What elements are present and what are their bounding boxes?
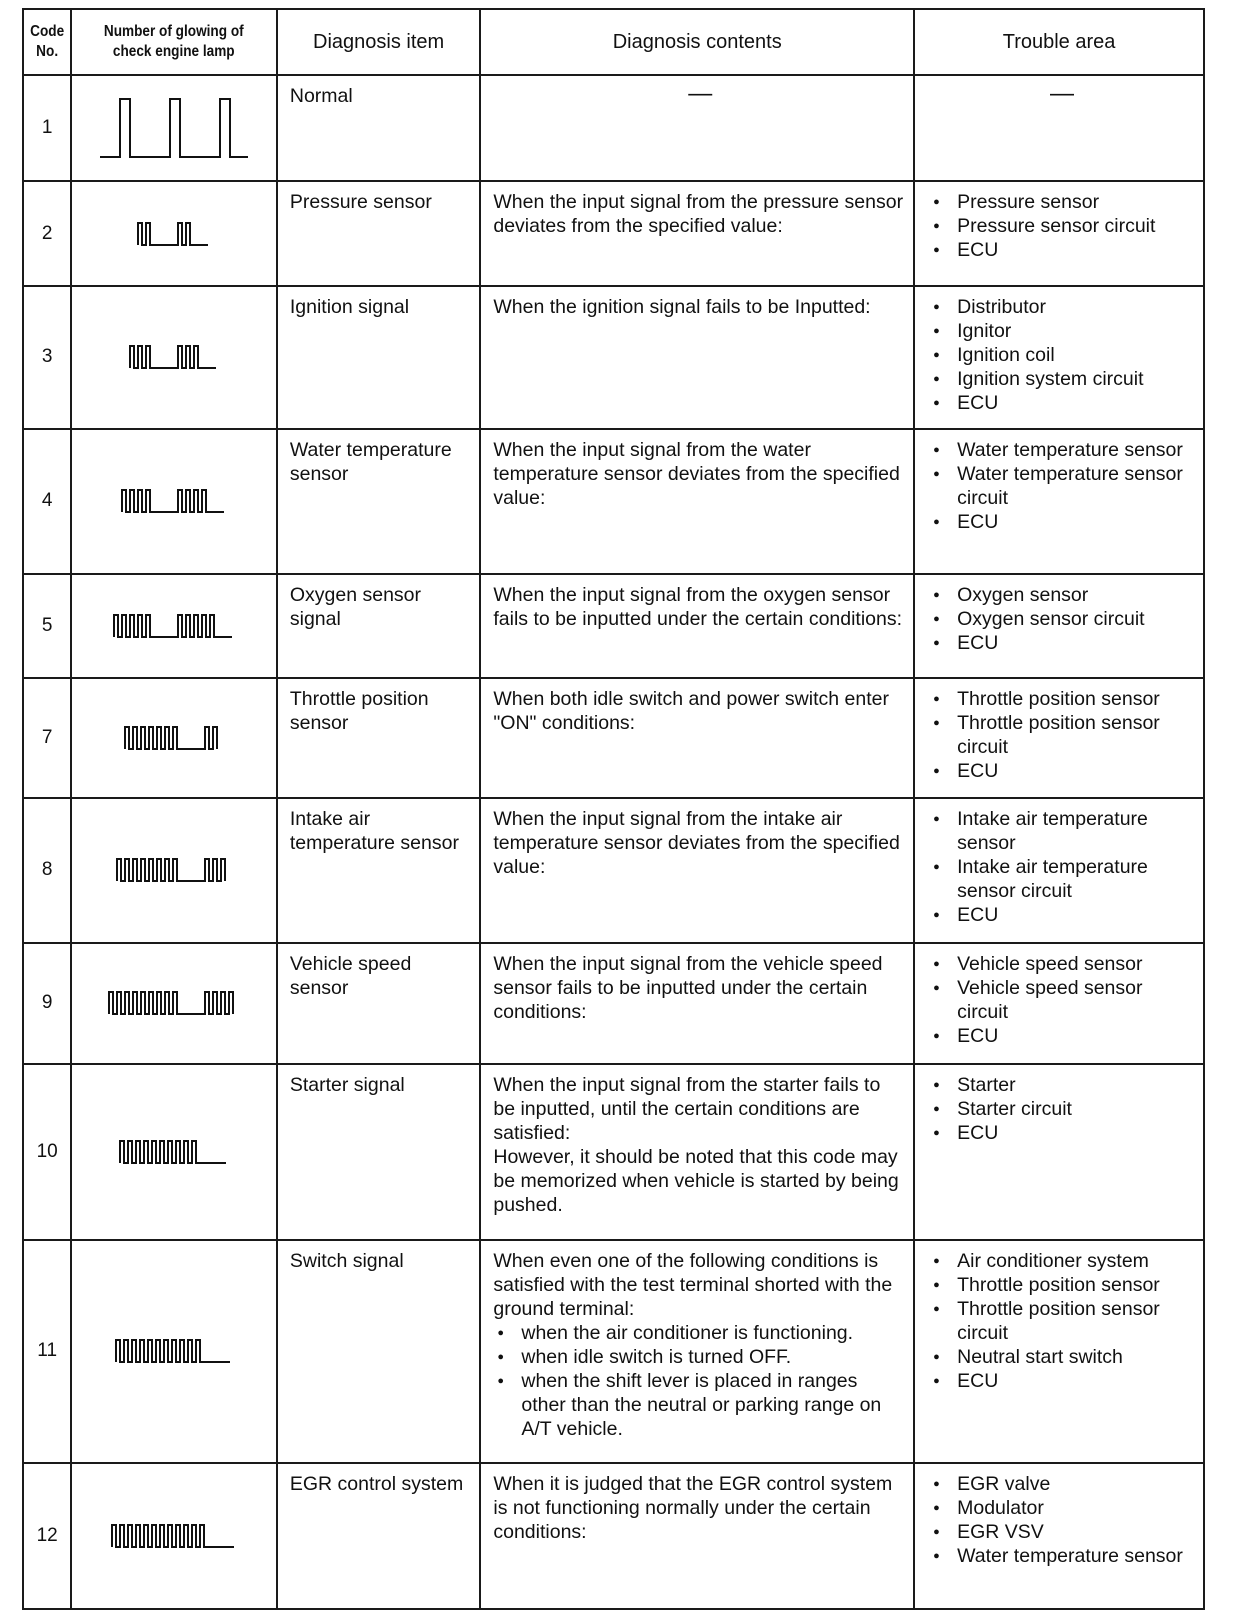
trouble-area-list [927,807,1197,927]
diagnosis-contents [480,943,914,1064]
diagnosis-item: Vehicle speed sensor [277,943,481,1064]
list-item: ● ECU [927,1121,1197,1145]
contents-text: When both idle switch and power switch enter "ON" conditions: [493,688,889,735]
lamp-pulse-pattern [71,574,277,678]
contents-text: When the input signal from the water temperature sensor deviates from the specified value: [493,438,900,509]
code-number: 1 [23,75,71,181]
table-row [23,429,1204,574]
table-row [23,1463,1204,1609]
table-row [23,574,1204,678]
contents-text: When it is judged that the EGR control system is not functioning normally under the certain conditions: [493,1472,893,1543]
header-contents: Diagnosis contents [480,9,914,75]
contents-text: When the input signal from the pressure sensor deviates from the specified value: [493,191,904,238]
list-item: ● Starter [927,1073,1197,1097]
list-item: ● Pressure sensor [927,190,1197,214]
contents-text: When the input signal from the vehicle speed sensor fails to be inputted under the certain conditions: [493,952,883,1023]
header-pulse [71,9,277,75]
list-item: ● Throttle position sensor [927,1273,1197,1297]
pulse-trace [122,490,224,512]
pulse-waveform-icon [112,612,236,640]
list-item: ● Modulator [927,1496,1197,1520]
list-item: ● Oxygen sensor [927,583,1197,607]
header-code-label: Code No. [30,23,65,60]
list-item: ● ECU [927,759,1197,783]
list-item: ● Water temperature sensor [927,1544,1197,1568]
list-item: ● ECU [927,391,1197,415]
pulse-waveform-icon [98,93,250,163]
list-item: ● Throttle position sensor [927,687,1197,711]
list-item: ● Distributor [927,295,1197,319]
trouble-area-list [927,295,1197,415]
diagnosis-item: Pressure sensor [277,181,481,286]
header-code [23,9,71,75]
contents-text: When even one of the following conditions is satisfied with the test terminal shorted with the ground terminal: [493,1249,893,1320]
table-row [23,75,1204,181]
table-row [23,678,1204,798]
list-item: ● Air conditioner system [927,1249,1197,1273]
list-item: ● EGR VSV [927,1520,1197,1544]
pulse-waveform-icon [114,1337,234,1365]
lamp-pulse-pattern [71,943,277,1064]
header-pulse-label: Number of glowing of check engine lamp [104,23,244,60]
trouble-area [914,798,1204,943]
list-item: ● Ignition coil [927,343,1197,367]
list-item: ● Intake air temperature sensor circuit [927,855,1197,903]
pulse-waveform-icon [136,220,212,248]
diagnosis-contents [480,798,914,943]
trouble-area [914,1240,1204,1463]
pulse-trace [130,346,216,368]
lamp-pulse-pattern [71,798,277,943]
code-number: 12 [23,1463,71,1609]
lamp-pulse-pattern [71,1240,277,1463]
trouble-area-list [927,438,1197,534]
pulse-trace [100,99,248,157]
trouble-area [914,678,1204,798]
trouble-area [914,75,1204,181]
pulse-waveform-icon [110,1522,238,1550]
table-row [23,1064,1204,1240]
pulse-waveform-icon [123,724,225,752]
pulse-waveform-icon [118,1138,230,1166]
contents-text: When the input signal from the starter fails to be inputted, until the certain conditions are satisfied: [493,1073,881,1144]
diagnosis-contents [480,678,914,798]
diagnosis-contents [480,1064,914,1240]
trouble-area-list [927,1249,1197,1393]
code-number: 8 [23,798,71,943]
header-item: Diagnosis item [277,9,481,75]
table-row [23,286,1204,428]
contents-condition-list [493,1321,907,1441]
header-area: Trouble area [914,9,1204,75]
lamp-pulse-pattern [71,181,277,286]
diagnosis-contents [480,574,914,678]
trouble-area-list [927,1073,1197,1145]
trouble-area-list [927,952,1197,1048]
diagnosis-item: Water temperature sensor [277,429,481,574]
list-item: ● ECU [927,1024,1197,1048]
diagnosis-contents [480,181,914,286]
table-row [23,798,1204,943]
diagnosis-item: Ignition signal [277,286,481,428]
list-item: ● Throttle position sensor circuit [927,1297,1197,1345]
trouble-area [914,943,1204,1064]
list-item: ● Neutral start switch [927,1345,1197,1369]
list-item: ● ECU [927,238,1197,262]
trouble-area [914,286,1204,428]
diagnosis-code-table [22,8,1205,1610]
pulse-trace [120,1141,226,1163]
code-number: 7 [23,678,71,798]
table-row [23,943,1204,1064]
list-item: ● ECU [927,1369,1197,1393]
list-item: ● Vehicle speed sensor circuit [927,976,1197,1024]
list-item: ● Water temperature sensor [927,438,1197,462]
list-item: ● Throttle position sensor circuit [927,711,1197,759]
lamp-pulse-pattern [71,75,277,181]
trouble-area-list [927,583,1197,655]
pulse-waveform-icon [120,487,228,515]
contents-text: When the ignition signal fails to be Inputted: [493,296,871,319]
trouble-area-list [927,687,1197,783]
pulse-waveform-icon [107,989,241,1017]
contents-text: — [688,80,713,107]
list-item: ● ECU [927,903,1197,927]
trouble-area [914,181,1204,286]
list-item: ● Pressure sensor circuit [927,214,1197,238]
list-item: ● Oxygen sensor circuit [927,607,1197,631]
pulse-waveform-icon [128,343,220,371]
diagnosis-item: Starter signal [277,1064,481,1240]
list-item: ● when the shift lever is placed in ranges other than the neutral or parking range on A/T vehicle. [493,1369,907,1441]
list-item: ● Starter circuit [927,1097,1197,1121]
diagnosis-item: Oxygen sensor signal [277,574,481,678]
lamp-pulse-pattern [71,429,277,574]
diagnosis-contents [480,1240,914,1463]
diagnosis-contents [480,75,914,181]
code-number: 3 [23,286,71,428]
trouble-area-none: — [1050,80,1075,107]
contents-note: However, it should be noted that this code may be memorized when vehicle is started by being pushed. [493,1145,899,1216]
code-number: 4 [23,429,71,574]
code-number: 11 [23,1240,71,1463]
contents-text: When the input signal from the oxygen sensor fails to be inputted under the certain conditions: [493,583,903,630]
list-item: ● EGR valve [927,1472,1197,1496]
list-item: ● Intake air temperature sensor [927,807,1197,855]
diagnosis-contents [480,286,914,428]
pulse-trace [125,727,217,749]
trouble-area-list [927,190,1197,262]
list-item: ● when the air conditioner is functioning. [493,1321,907,1345]
list-item: ● when idle switch is turned OFF. [493,1345,907,1369]
diagnosis-item: Intake air temperature sensor [277,798,481,943]
pulse-trace [112,1525,234,1547]
list-item: ● ECU [927,631,1197,655]
code-number: 10 [23,1064,71,1240]
code-number: 2 [23,181,71,286]
code-number: 9 [23,943,71,1064]
trouble-area-list [927,1472,1197,1568]
pulse-trace [138,223,208,245]
pulse-trace [117,859,225,881]
trouble-area [914,1463,1204,1609]
header-row [23,9,1204,75]
lamp-pulse-pattern [71,678,277,798]
list-item: ● Ignitor [927,319,1197,343]
trouble-area [914,1064,1204,1240]
list-item: ● Ignition system circuit [927,367,1197,391]
diagnosis-item: EGR control system [277,1463,481,1609]
diagnosis-item: Switch signal [277,1240,481,1463]
pulse-trace [114,615,232,637]
lamp-pulse-pattern [71,1463,277,1609]
list-item: ● Vehicle speed sensor [927,952,1197,976]
diagnosis-item: Throttle position sensor [277,678,481,798]
code-number: 5 [23,574,71,678]
lamp-pulse-pattern [71,1064,277,1240]
diagnosis-contents [480,429,914,574]
contents-text: When the input signal from the intake air temperature sensor deviates from the specified value: [493,807,900,878]
list-item: ● Water temperature sensor circuit [927,462,1197,510]
pulse-trace [109,992,233,1014]
table-row [23,181,1204,286]
diagnosis-code-sheet [22,8,1205,1610]
diagnosis-contents [480,1463,914,1609]
diagnosis-item: Normal [277,75,481,181]
list-item: ● ECU [927,510,1197,534]
table-row [23,1240,1204,1463]
pulse-waveform-icon [115,856,233,884]
lamp-pulse-pattern [71,286,277,428]
trouble-area [914,429,1204,574]
pulse-trace [116,1340,230,1362]
trouble-area [914,574,1204,678]
